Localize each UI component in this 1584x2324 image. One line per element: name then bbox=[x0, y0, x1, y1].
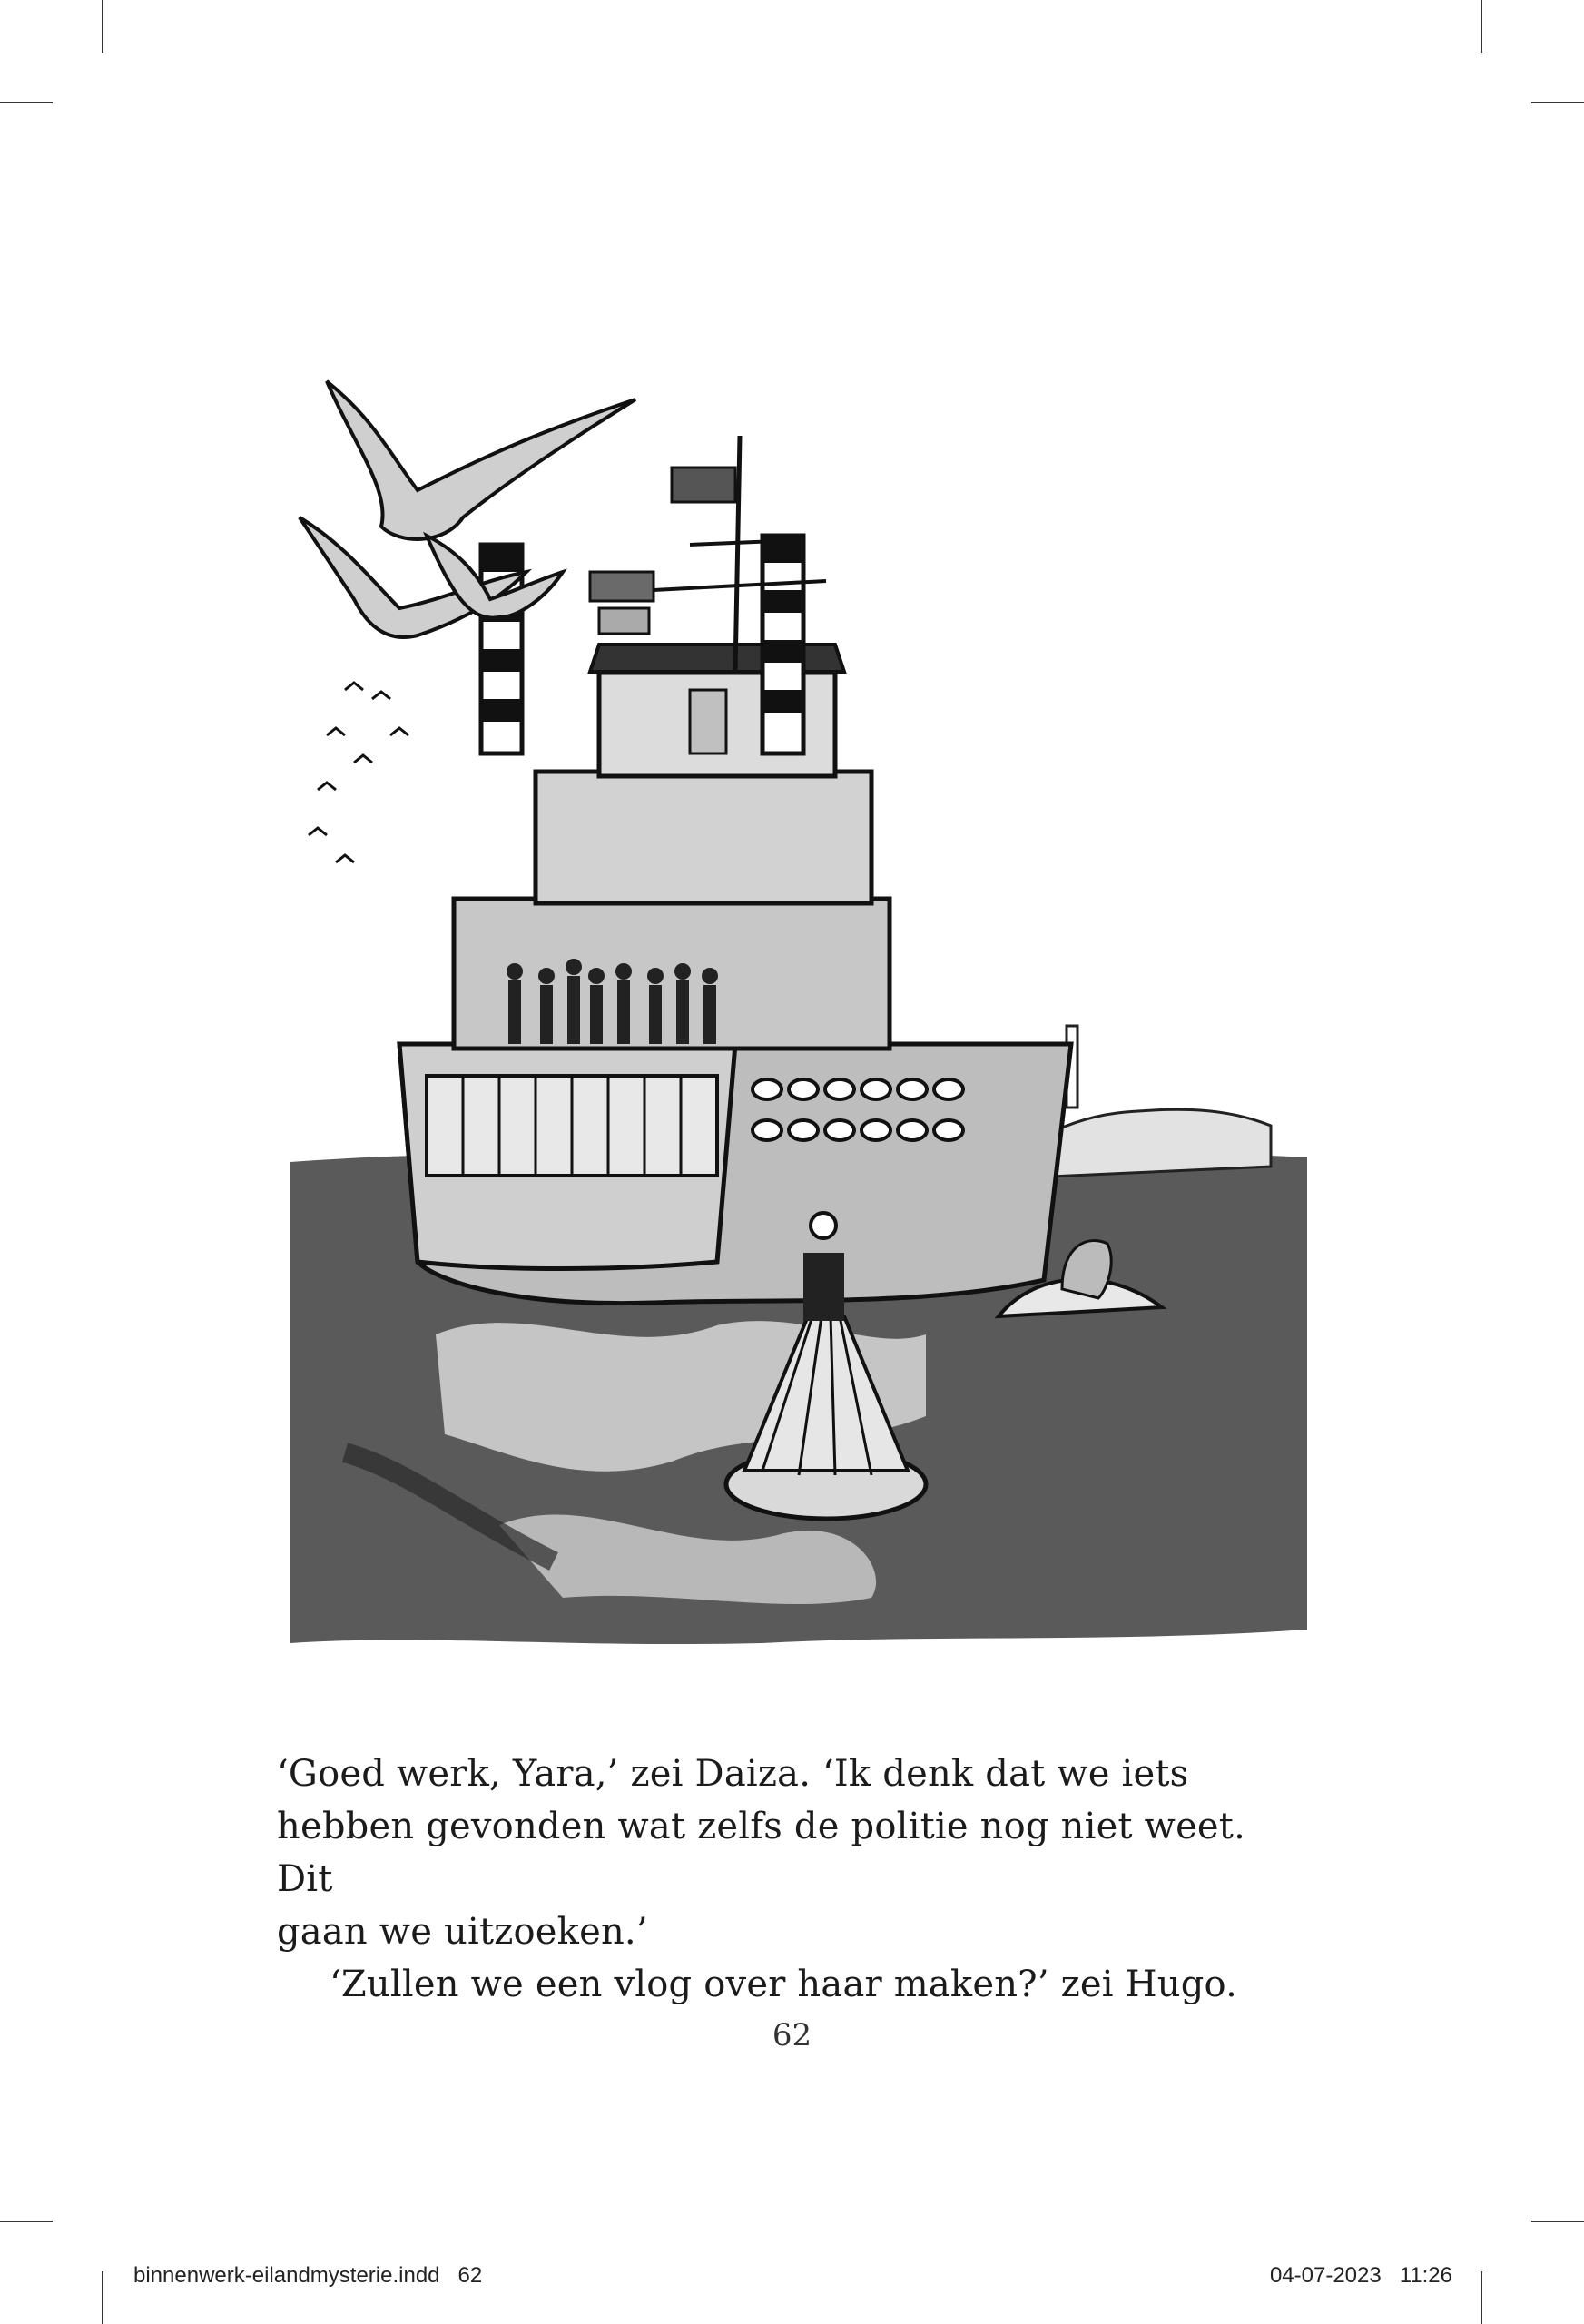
funnel-right bbox=[762, 536, 803, 753]
flag-middle bbox=[590, 572, 654, 601]
print-slug-datetime: 04-07-2023 11:26 bbox=[1269, 2263, 1452, 2288]
text-line: gaan we uitzoeken.’ bbox=[277, 1911, 648, 1953]
crop-mark-top-left-horizontal bbox=[0, 102, 53, 103]
ferry-illustration bbox=[290, 309, 1307, 1698]
text-line: hebben gevonden wat zelfs de politie nog niet weet. Dit bbox=[277, 1806, 1245, 1900]
text-line: ‘Zullen we een vlog over haar maken?’ zei Hugo. bbox=[330, 1964, 1238, 2005]
crop-mark-top-right-horizontal bbox=[1531, 102, 1584, 103]
print-slug-filename: binnenwerk-eilandmysterie.indd 62 bbox=[133, 2263, 483, 2288]
flag-checkered bbox=[599, 608, 649, 634]
crop-mark-bottom-right-horizontal bbox=[1531, 2221, 1584, 2222]
crop-mark-bottom-right-vertical bbox=[1481, 2271, 1482, 2324]
text-line: ‘Goed werk, Yara,’ zei Daiza. ‘Ik denk dat we iets bbox=[277, 1753, 1189, 1795]
bridge-door bbox=[690, 690, 726, 753]
seagulls bbox=[300, 381, 635, 637]
bridge-roof bbox=[590, 645, 844, 672]
crop-mark-bottom-left-vertical bbox=[102, 2271, 103, 2324]
story-text bbox=[277, 1748, 1303, 2011]
crop-mark-top-left-vertical bbox=[102, 0, 103, 53]
crop-mark-bottom-left-horizontal bbox=[0, 2221, 53, 2222]
crop-mark-top-right-vertical bbox=[1481, 0, 1482, 53]
upper-deckhouse bbox=[536, 772, 871, 903]
distant-birds bbox=[309, 683, 408, 862]
page-number: 62 bbox=[772, 2017, 812, 2053]
flag-top bbox=[672, 468, 735, 502]
